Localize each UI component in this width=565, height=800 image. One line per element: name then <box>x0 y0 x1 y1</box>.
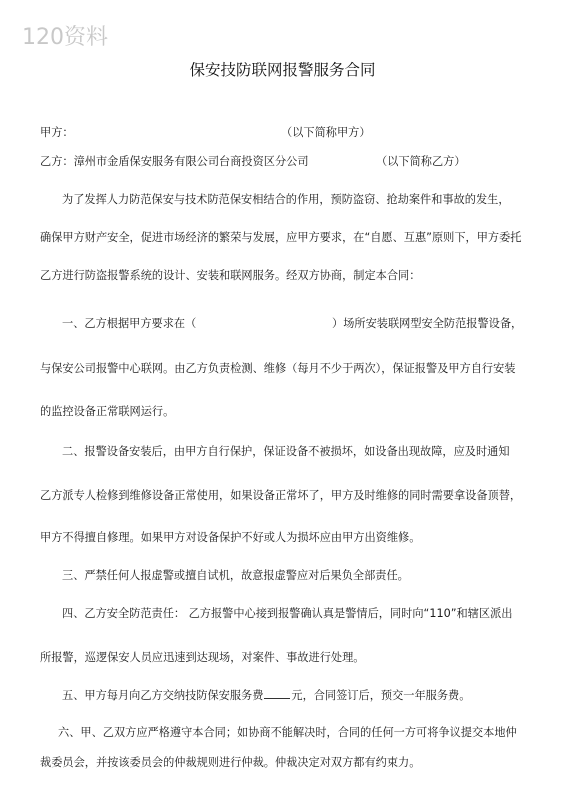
intro-line-3: 乙方进行防盗报警系统的设计、安装和联网服务。经双方协商，制定本合同： <box>40 269 421 282</box>
clause-1-part-2: ）场所安装联网型安全防范报警设备， <box>332 317 523 330</box>
clause-6-line-2: 裁委员会，并按该委员会的仲裁规则进行仲裁。仲裁决定对双方都有约束力。 <box>40 756 421 769</box>
party-a-label: 甲方： <box>40 126 74 139</box>
intro-line-1: 为了发挥人力防范保安与技术防范保安相结合的作用，预防盗窃、抢劫案件和事故的发生， <box>62 193 510 206</box>
watermark: 120资料 <box>22 25 108 50</box>
clause-1-part-1: 一、乙方根据甲方要求在（ <box>62 317 197 330</box>
document-title: 保安技防联网报警服务合同 <box>189 61 376 79</box>
clause-2-line-3: 甲方不得擅自修理。如果甲方对设备保护不好或人为损坏应由甲方出资维修。 <box>40 531 421 544</box>
clause-3: 三、严禁任何人报虚警或擅自试机，故意报虚警应对后果负全部责任。 <box>62 569 409 582</box>
clause-5 <box>62 687 470 703</box>
clause-4-line-2: 所报警，巡逻保安人员应迅速到达现场，对案件、事故进行处理。 <box>40 651 365 664</box>
clause-2-line-1: 二、报警设备安装后，由甲方自行保护，保证设备不被损坏，如设备出现故障，应及时通知 <box>62 445 510 458</box>
clause-1-line-2: 与保安公司报警中心联网。由乙方负责检测、维修（每月不少于两次），保证报警及甲方自行安装 <box>40 362 516 375</box>
clause-6-line-1: 六、甲、乙双方应严格遵守本合同；如协商不能解决时，合同的任何一方可将争议提交本地仲 <box>58 726 517 739</box>
party-b-note: （以下简称乙方） <box>376 155 466 168</box>
party-a-note: （以下简称甲方） <box>281 126 371 139</box>
clause-4-line-1: 四、乙方安全防范责任： 乙方报警中心接到报警确认真是警情后，同时向“110”和辖区派出 <box>62 607 513 620</box>
intro-line-2: 确保甲方财产安全，促进市场经济的繁荣与发展，应甲方要求，在“自愿、互惠”原则下，甲方委托 <box>40 231 522 244</box>
fee-blank <box>264 687 290 699</box>
clause-2-line-2: 乙方派专人检修到维修设备正常使用，如果设备正常坏了，甲方及时维修的同时需要拿设备顶替， <box>40 489 522 502</box>
clause-1-line-3: 的监控设备正常联网运行。 <box>40 405 175 418</box>
party-b-label: 乙方：漳州市金盾保安服务有限公司台商投资区分公司 <box>40 155 309 168</box>
clause-5-before-blank: 五、甲方每月向乙方交纳技防保安服务费 <box>62 689 264 702</box>
clause-5-after-blank: 元，合同签订后，预交一年服务费。 <box>291 689 471 702</box>
